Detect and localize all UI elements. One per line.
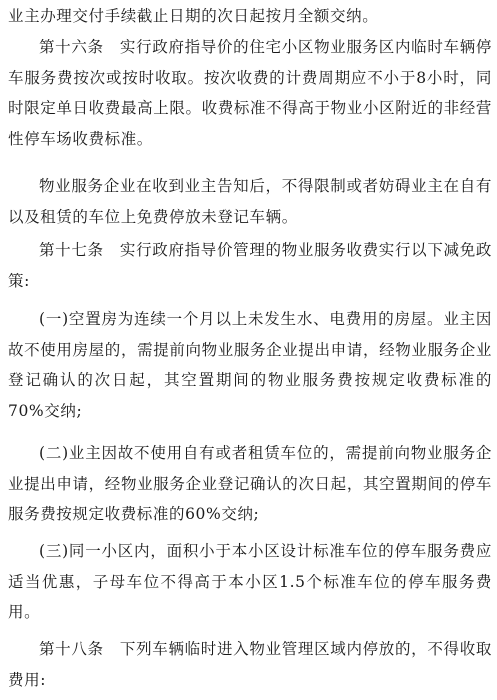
paragraph-free-parking-rule: 物业服务企业在收到业主告知后，不得限制或者妨碍业主在自有以及租赁的车位上免费停放未登记车辆。: [8, 177, 492, 226]
paragraph-fifteenth-article-tail: 业主办理交付手续截止日期的次日起按月全额交纳。: [8, 7, 379, 25]
paragraph-article-17: 第十七条 实行政府指导价管理的物业服务收费实行以下减免政策:: [8, 241, 492, 290]
paragraph-article-18: 第十八条 下列车辆临时进入物业管理区域内停放的，不得收取费用:: [8, 640, 492, 689]
paragraph-item-3-small-parking: (三)同一小区内，面积小于本小区设计标准车位的停车服务费应适当优惠，子母车位不得高于本小区1.5个标准车位的停车服务费用。: [8, 542, 492, 621]
paragraph-article-16: 第十六条 实行政府指导价的住宅小区物业服务区内临时车辆停车服务费按次或按时收取。按次收费的计费周期应不小于8小时，同时限定单日收费最高上限。收费标准不得高于物业小区附近的非经营性停车场收费标准。: [8, 38, 492, 148]
paragraph-item-2-unused-parking: (二)业主因故不使用自有或者租赁车位的，需提前向物业服务企业提出申请，经物业服务企业登记确认的次日起，其空置期间的停车服务费按规定收费标准的60%交纳;: [8, 444, 492, 523]
paragraph-item-1-vacant-house: (一)空置房为连续一个月以上未发生水、电费用的房屋。业主因故不使用房屋的，需提前向物业服务企业提出申请，经物业服务企业登记确认的次日起，其空置期间的物业服务费按规定收费标准的70%交纳;: [8, 310, 492, 420]
